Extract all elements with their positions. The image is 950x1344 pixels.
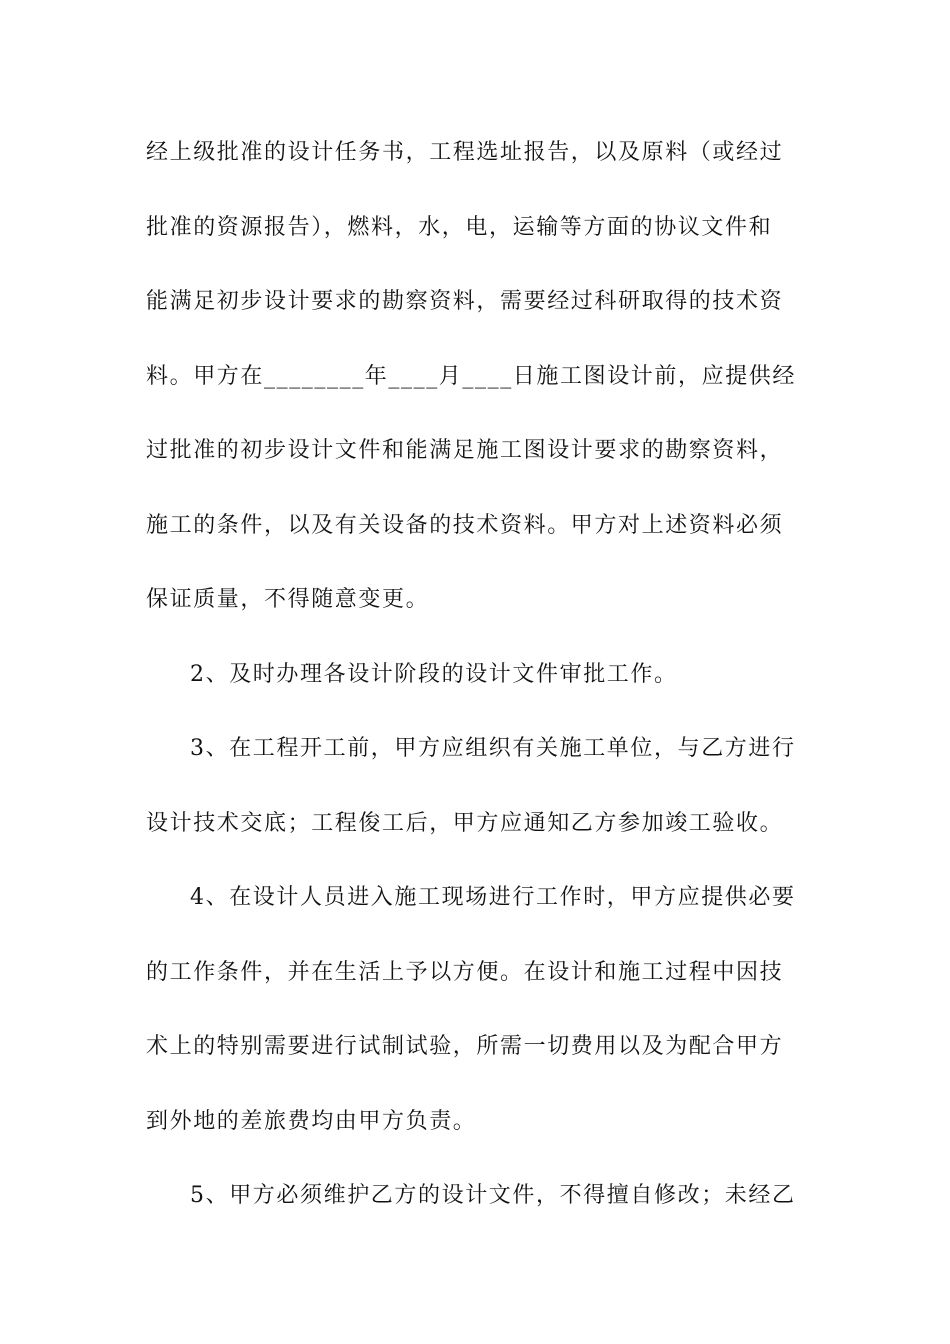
body-text	[146, 128, 808, 1246]
text-line-13: 术上的特别需要进行试制试验，所需一切费用以及为配合甲方	[146, 1034, 784, 1059]
text-line-1: 经上级批准的设计任务书，工程选址报告，以及原料（或经过	[146, 140, 784, 165]
text-line-15: 5、甲方必须维护乙方的设计文件，不得擅自修改；未经乙	[190, 1183, 796, 1208]
text-line-10: 设计技术交底；工程俊工后，甲方应通知乙方参加竣工验收。	[146, 810, 784, 836]
text-line-9: 3、在工程开工前，甲方应组织有关施工单位，与乙方进行	[190, 736, 796, 761]
text-line-6: 施工的条件，以及有关设备的技术资料。甲方对上述资料必须	[146, 512, 784, 538]
text-line-14: 到外地的差旅费均由甲方负责。	[146, 1108, 477, 1134]
text-line-3: 能满足初步设计要求的勘察资料，需要经过科研取得的技术资	[146, 289, 784, 314]
text-line-4: 料。甲方在________年____月____日施工图设计前，应提供经	[146, 363, 797, 389]
text-line-12: 的工作条件，并在生活上予以方便。在设计和施工过程中因技	[146, 959, 784, 985]
text-line-5: 过批准的初步设计文件和能满足施工图设计要求的勘察资料，	[146, 438, 784, 463]
text-line-8: 2、及时办理各设计阶段的设计文件审批工作。	[190, 661, 678, 687]
text-line-11: 4、在设计人员进入施工现场进行工作时，甲方应提供必要	[190, 885, 796, 910]
text-line-2: 批准的资源报告），燃料，水，电，运输等方面的协议文件和	[146, 214, 773, 240]
text-line-7: 保证质量，不得随意变更。	[146, 587, 430, 612]
